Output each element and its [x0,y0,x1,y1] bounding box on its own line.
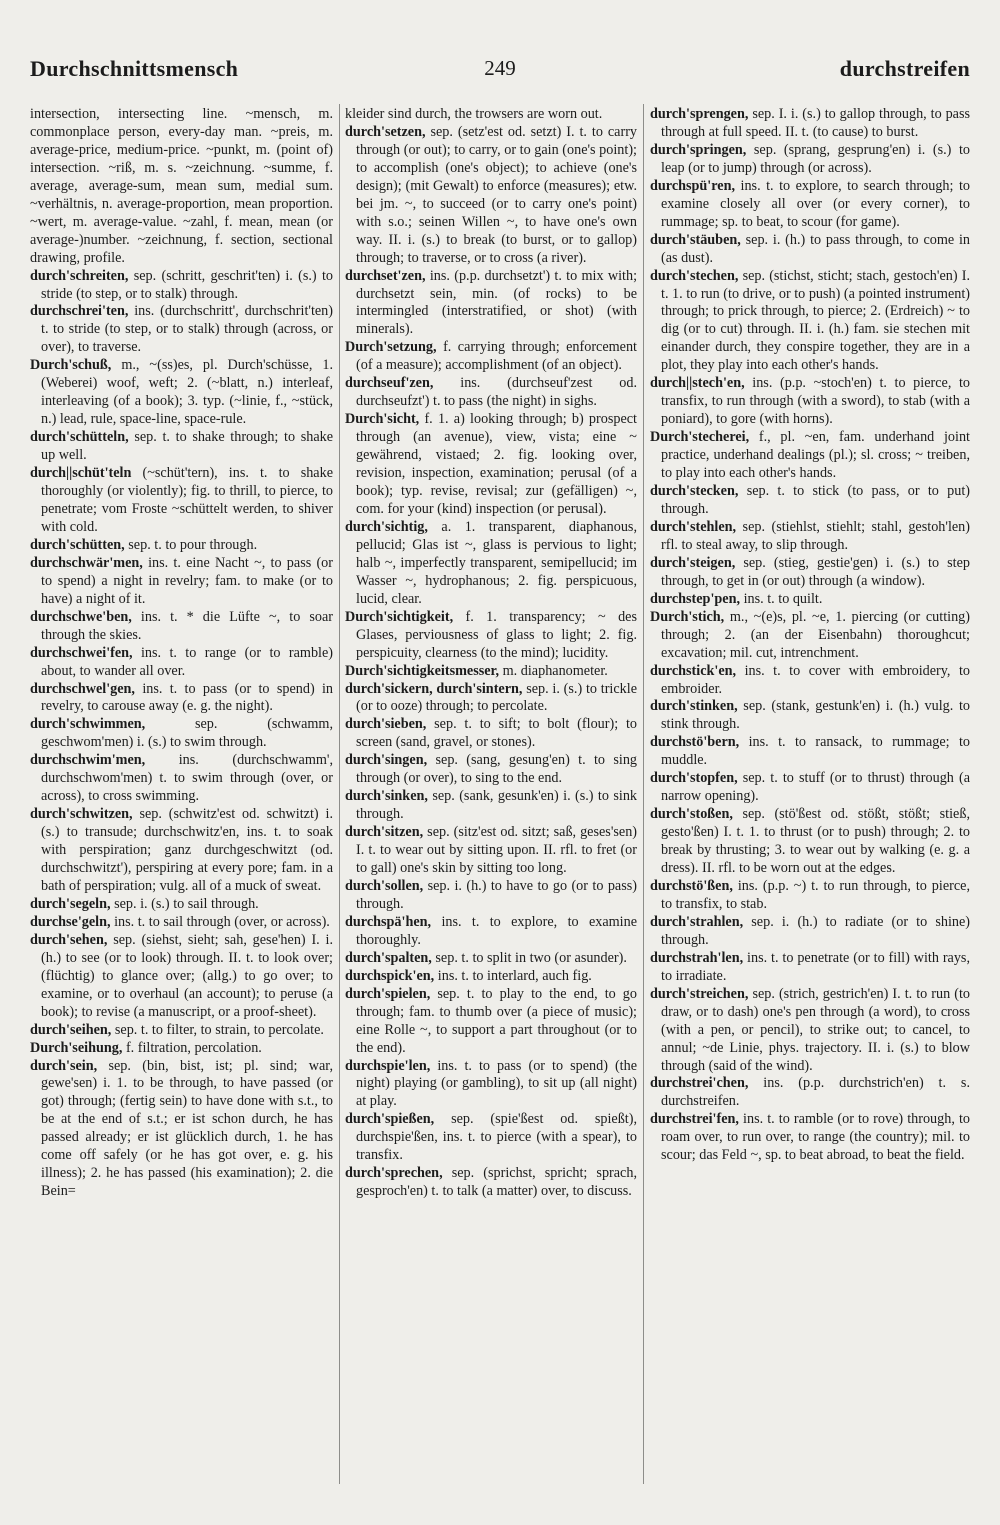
dictionary-entry [345,914,637,950]
headword: durchseuf'zen, [345,375,434,392]
dictionary-entry [650,375,970,429]
headword: durch||stech'en, [650,375,745,392]
entry-definition: ins. (durchseuf'zest od. durchseufzt') t. to pass (the night) in sighs. [356,375,637,410]
headword: durch'schütteln, [30,429,129,446]
headword: durchstrei'fen, [650,1111,739,1128]
entry-definition: m., ~(ss)es, pl. Durch'schüsse, 1. (Weberei) woof, weft; 2. (~blatt, n.) interleaf, interleaving (of a book); 3. typ. (~linie, f., ~stück, n.) lead, rule, space-line, space-rule. [41,357,333,428]
dictionary-entry [650,232,970,268]
headword: durch'stechen, [650,267,739,284]
entry-definition: ins. (p.p. ~) t. to run through, to pierce, to transfix, to stab. [661,877,970,912]
dictionary-entry [650,770,970,806]
headword: durch'sollen, [345,877,424,894]
entry-definition: sep. (sitz'est od. sitzt; saß, geses'sen) I. t. to wear out by sitting upon. II. rfl. to fret (or to gall) one's skin by sitting too long. [356,824,637,877]
headword: Durch'setzung, [345,339,437,356]
entry-definition: f., pl. ~en, fam. underhand joint practice, underhand dealings (pl.); sl. cross; ~ treiben, to play into each other's hands. [661,429,970,482]
headword: durchschwim'men, [30,752,146,769]
entry-definition: sep. t. to play to the end, to go through; fam. to thumb over (a piece of music); eine Rolle ~, to support a part throughout (or to the end). [356,985,637,1056]
entry-definition: sep. t. to shake through; to shake up well. [41,429,333,464]
headword: durch'sprechen, [345,1165,443,1182]
entry-definition: ins. t. to ransack, to rummage; to muddle. [661,734,970,769]
dictionary-entry [345,716,637,752]
entry-definition: sep. i. (h.) to have to go (or to pass) through. [356,877,637,912]
entry-definition: sep. (stö'ßest od. stößt, stößt; stieß, gesto'ßen) I. t. 1. to thrust (or to push) through; 2. to break by thrusting; 3. to wear out by walking (e. g. a dress). II. rfl. to be worn out at the edges. [661,806,970,877]
dictionary-entry [345,268,637,340]
dictionary-entry [345,663,637,681]
headword: durch'springen, [650,141,747,158]
entry-definition: ins. t. to sail through (over, or across). [114,913,330,930]
headword: durch'stoßen, [650,806,733,823]
dictionary-entry [650,609,970,663]
continued-text: kleider sind durch, the trowsers are worn out. [345,106,603,122]
headword: Durch'seihung, [30,1039,123,1056]
entry-definition: sep. i. (h.) to pass through, to come in (as dust). [661,231,970,266]
dictionary-entry [650,1075,970,1111]
column-divider [643,104,644,1484]
dictionary-entry [30,1058,333,1202]
dictionary-entry [30,1040,333,1058]
dictionary-entry [345,752,637,788]
dictionary-entry [30,357,333,429]
entry-definition: ins. t. to quilt. [743,590,823,607]
headword: durch'stäuben, [650,231,741,248]
dictionary-entry [345,519,637,609]
entry-definition: f. 1. a) looking through; b) prospect through (an avenue), view, vista; eine ~ gewährend, vistaed; 2. fig. looking over, revision, inspection, examination; perusal (of a book); typ. revise, revisal; zur (gefälligen) ~, com. for your (kind) inspection (or perusal). [356,411,637,517]
headword: durchschrei'ten, [30,303,129,320]
header-left-guideword: Durchschnittsmensch [30,56,239,81]
dictionary-entry [345,1058,637,1112]
headword: durch'stinken, [650,698,738,715]
dictionary-entry [650,698,970,734]
headword: durch'schwitzen, [30,806,133,823]
entry-definition: sep. t. to split in two (or asunder). [435,949,627,966]
dictionary-entry [345,950,637,968]
headword: durch'spielen, [345,985,431,1002]
entry-definition: sep. (schwitz'est od. schwitzt) i. (s.) to transude; durchschwitz'en, ins. t. to soak with perspiration; ganz durchgeschwitzt (od. durchschwitzt'), perspiring at every pore; fam. in a bath of perspiration; vulg. all of a muck of sweat. [41,806,333,894]
dictionary-entry [345,824,637,878]
entry-definition: ins. (p.p. ~stoch'en) t. to pierce, to transfix, to run through (with a sword), to stab (with a poniard), to gore (with horns). [661,375,970,428]
dictionary-entry [650,106,970,142]
entry-definition: sep. (stieg, gestie'gen) i. (s.) to step through, to get in (or out) through (a window). [661,554,970,589]
headword: durch'stopfen, [650,770,738,787]
dictionary-entry [30,896,333,914]
entry-definition: sep. t. to sift; to bolt (flour); to screen (sand, gravel, or stones). [356,716,637,751]
dictionary-entry [30,268,333,304]
entry-definition: ins. t. * die Lüfte ~, to soar through the skies. [41,608,333,643]
headword: durchspie'len, [345,1057,431,1074]
entry-definition: ins. t. to pass (or to spend) (the night) playing (or gambling), to sit up (all night) at play. [356,1057,637,1110]
entry-definition: sep. (spie'ßest od. spießt), durchspie'ßen, ins. t. to pierce (with a spear), to transfix. [356,1111,637,1164]
header-right-guideword: durchstreifen [839,56,970,81]
entry-definition: sep. (sank, gesunk'en) i. (s.) to sink through. [356,788,637,823]
headword: durch'stecken, [650,483,739,500]
dictionary-entry [345,375,637,411]
dictionary-entry [30,681,333,717]
dictionary-entry [345,339,637,375]
headword: durch'streichen, [650,985,749,1002]
dictionary-entry [30,303,333,357]
dictionary-entry [650,268,970,376]
headword: Durch'sicht, [345,411,420,428]
dictionary-entry [345,681,637,717]
continued-text: intersection, intersecting line. ~mensch, m. commonplace person, every-day man. ~preis, m. average-price, medium-price. ~punkt, m. (point of) intersection. ~riß, m. s. ~zeichnung. ~summe, f. average, average-sum, mean sum, medial sum. ~verhältnis, n. average-proportion, mean proportion. ~wert, m. average-value. ~zahl, f. mean, mean (or average-)number. ~zeichnung, f. section, sectional drawing, profile. [30,106,333,266]
headword: durch'sein, [30,1057,98,1074]
headword: Durch'stecherei, [650,429,750,446]
entry-definition: sep. (sang, gesung'en) t. to sing through (or over), to sing to the end. [356,752,637,787]
entry-definition: ins. (durchschwamm', durchschwom'men) t. to swim through (over, or across), to cross swimming. [41,752,333,805]
dictionary-entry [345,609,637,663]
dictionary-entry [650,986,970,1076]
page-number: 249 [484,56,516,80]
entry-definition: sep. i. (s.) to trickle (or to ooze) through; to percolate. [356,680,637,715]
dictionary-entry [30,752,333,806]
column-2 [345,106,637,1476]
dictionary-entry [345,986,637,1058]
headword: durch'sichtig, [345,518,428,535]
headword: durch'singen, [345,752,428,769]
entry-definition: ins. t. to ramble (or to rove) through, to roam over, to run over, to range (the country); mil. to scour; das Feld ~, sp. to beat abroad, to beat the field. [661,1111,970,1164]
entry-definition: ins. t. to range (or to ramble) about, to wander all over. [41,644,333,679]
entry-definition: sep. t. to stuff (or to thrust) through (a narrow opening). [661,770,970,805]
headword: durch'sickern, durch'sintern, [345,680,523,697]
column-3 [650,106,970,1476]
entry-definition: sep. (siehst, sieht; sah, gese'hen) I. i. (h.) to see (or to look) through. II. t. to look over; (flüchtig) to glance over; (allg.) to go over; to examine, or to overhaul (an account); to peruse (a book); to revise (a manuscript, or a proof-sheet). [41,931,333,1020]
headword: durch'sprengen, [650,106,749,122]
entry-definition: f. carrying through; enforcement (of a measure); accomplishment (of an object). [356,339,637,374]
entry-definition: sep. (sprichst, spricht; sprach, gesproch'en) t. to talk (a matter) over, to discuss. [356,1165,637,1200]
dictionary-entry [650,519,970,555]
entry-definition: f. 1. transparency; ~ des Glases, perviousness of glass to light; 2. fig. perspicuity, clearness (to the mind); lucidity. [356,608,637,661]
entry-definition: ins. t. to pass (or to spend) in revelry, to carouse away (e. g. the night). [41,680,333,715]
dictionary-entry [650,914,970,950]
dictionary-entry [30,716,333,752]
dictionary-entry [650,429,970,483]
entry-definition: sep. (bin, bist, ist; pl. sind; war, gewe'sen) i. 1. to be through, to have passed (or got) through; (fertig sein) to have done with s.t., to be at the end of s.t.; er ist schon durch, he has passed already; er ist glücklich durch, 1. he has come off safely (or he has got over, e. g. his illness); 2. he has passed (his examination); 2. die Bein= [41,1057,333,1200]
dictionary-entry [345,1165,637,1201]
dictionary-entry [30,932,333,1022]
entry-definition: sep. (stiehlst, stiehlt; stahl, gestoh'len) rfl. to steal away, to slip through. [661,518,970,553]
dictionary-entry [30,555,333,609]
entry-definition: ins. t. to interlard, auch fig. [437,967,592,984]
headword: durch'spießen, [345,1111,435,1128]
entry-definition: sep. (sprang, gesprung'en) i. (s.) to leap (or to jump) through (or across). [661,141,970,176]
entry-definition: sep. t. to stick (to pass, or to put) through. [661,483,970,517]
dictionary-entry [345,411,637,519]
page-header [30,56,970,90]
entry-definition: sep. (schwamm, geschwom'men) i. (s.) to swim through. [41,716,333,751]
headword: durchstö'bern, [650,734,740,751]
entry-definition: ins. t. to explore, to search through; to examine closely all over (or every corner), to rummage; sp. to beat, to scour (for game). [661,177,970,230]
headword: durch'strahlen, [650,913,744,930]
dictionary-entry [30,1022,333,1040]
headword: durch'sitzen, [345,824,424,841]
entry-definition: sep. (setz'est od. setzt) I. t. to carry through (or out); to carry, or to gain (one's point); to accomplish (one's object); to achieve (one's design); (mit Gewalt) to enforce (measures); etw. bei jm. ~, to succeed (or to carry one's point) with s.o.; seinen Willen ~, to have one's own way. II. i. (s.) to break (to burst, or to gallop) through; to traverse, or to cross (a river). [356,123,637,266]
entry-definition: ins. (p.p. durchsetzt') t. to mix with; durchsetzt sein, min. (of rocks) to be intermingled (interstratified, or shot) (with minerals). [356,267,637,338]
entry-definition: (~schüt'tern), ins. t. to shake thoroughly (or violently); fig. to thrill, to pierce, to penetrate; vom Froste ~schüttelt werden, to shiver with cold. [41,465,333,535]
headword: durch||schüt'teln [30,465,132,482]
dictionary-entry [345,788,637,824]
headword: durchschwei'fen, [30,644,133,661]
dictionary-entry [30,806,333,896]
dictionary-entry [650,591,970,609]
dictionary-entry [650,178,970,232]
dictionary-entry [30,645,333,681]
dictionary-entry [345,878,637,914]
dictionary-entry [30,429,333,465]
dictionary-entry [650,555,970,591]
headword: durch'steigen, [650,554,736,571]
headword: Durch'schuß, [30,357,112,374]
entry-definition: sep. (stichst, sticht; stach, gestoch'en) I. t. 1. to run (to drive, or to push) (a pointed instrument) through; to prick through, to pierce; 2. (Erdreich) ~ to dig (or to cut) through. II. i. (h.) fam. sie stechen mit einander durch, they conspire together, they are in a plot, they play into each other's hands. [661,267,970,374]
headword: durchstick'en, [650,662,737,679]
entry-definition: sep. (stank, gestunk'en) i. (h.) vulg. to stink through. [661,698,970,733]
headword: durch'sieben, [345,716,427,733]
entry-definition: sep. I. i. (s.) to gallop through, to pass through at full speed. II. t. (to cause) to burst. [661,106,970,140]
headword: durch'schwimmen, [30,716,146,733]
entry-definition: ins. (p.p. durchstrich'en) t. s. durchstreifen. [661,1075,970,1110]
headword: durchspü'ren, [650,177,736,194]
dictionary-entry [30,465,333,537]
headword: durchschwe'ben, [30,608,132,625]
entry-definition: sep. i. (h.) to radiate (or to shine) through. [661,913,970,948]
dictionary-entry [650,734,970,770]
headword: durch'sehen, [30,931,108,948]
dictionary-entry [345,124,637,268]
headword: durchse'geln, [30,913,111,930]
headword: durch'schütten, [30,536,125,553]
headword: durchstep'pen, [650,590,741,607]
headword: durch'spalten, [345,949,432,966]
headword: durchspick'en, [345,967,435,984]
dictionary-entry [650,806,970,878]
dictionary-entry [30,914,333,932]
headword: durch'stehlen, [650,518,737,535]
entry-definition: ins. t. eine Nacht ~, to pass (or to spend) a night in revelry; fam. to make (or to have) a night of it. [41,554,333,607]
dictionary-entry [650,950,970,986]
entry-definition: m. diaphanometer. [502,662,608,679]
entry-definition: sep. t. to filter, to strain, to percolate. [114,1021,324,1038]
headword: durch'segeln, [30,895,111,912]
entry-definition: f. filtration, percolation. [125,1039,262,1056]
headword: durchschwel'gen, [30,680,135,697]
column-1 [30,106,333,1476]
dictionary-entry [345,968,637,986]
dictionary-entry [650,1111,970,1165]
headword: Durch'stich, [650,608,725,625]
headword: durchstö'ßen, [650,877,733,894]
dictionary-entry [30,537,333,555]
entry-definition: ins. t. to explore, to examine thoroughly. [356,913,637,948]
dictionary-entry [650,483,970,519]
entry-definition: m., ~(e)s, pl. ~e, 1. piercing (or cutting) through; 2. (an der Eisenbahn) thoroughcut; excavation; mil. cut, intrenchment. [661,608,970,661]
headword: durchschwär'men, [30,554,143,571]
headword: durch'schreiten, [30,267,129,284]
entry-definition: sep. i. (s.) to sail through. [114,895,259,912]
headword: durch'seihen, [30,1021,112,1038]
dictionary-entry [650,878,970,914]
entry-definition: sep. (schritt, geschrit'ten) i. (s.) to stride (to step, or to stalk) through. [41,267,333,302]
dictionary-entry [345,1111,637,1165]
dictionary-entry [650,663,970,699]
entry-definition: ins. t. to cover with embroidery, to embroider. [661,662,970,697]
entry-definition: sep. (strich, gestrich'en) I. t. to run (to draw, or to dash) one's pen through (a word), to cross (with a pen, or pencil), to strike out; to cancel, to annul; ~de Linie, phys. trajectory. II. i. (s.) to blow through (said of the wind). [661,985,970,1074]
entry-definition: ins. t. to penetrate (or to fill) with rays, to irradiate. [661,949,970,984]
headword: durch'sinken, [345,788,428,805]
headword: durchset'zen, [345,267,426,284]
dictionary-entry [30,609,333,645]
headword: Durch'sichtigkeit, [345,608,454,625]
headword: durchspä'hen, [345,913,432,930]
dictionary-entry [650,142,970,178]
column-divider [339,104,340,1484]
entry-definition: sep. t. to pour through. [128,536,258,553]
headword: durchstrah'len, [650,949,744,966]
entry-definition: a. 1. transparent, diaphanous, pellucid; Glas ist ~, glass is pervious to light; halb ~, imperfectly transparent, semipellucid; im Wasser ~, hydrophanous; 2. fig. perspicuous, lucid, clear. [356,518,637,607]
headword: Durch'sichtigkeitsmesser, [345,662,500,679]
headword: durch'setzen, [345,123,426,140]
entry-definition: ins. (durchschritt', durchschrit'ten) t. to stride (to step, or to stalk) through (across, or over), to traverse. [41,303,333,356]
headword: durchstrei'chen, [650,1075,749,1092]
